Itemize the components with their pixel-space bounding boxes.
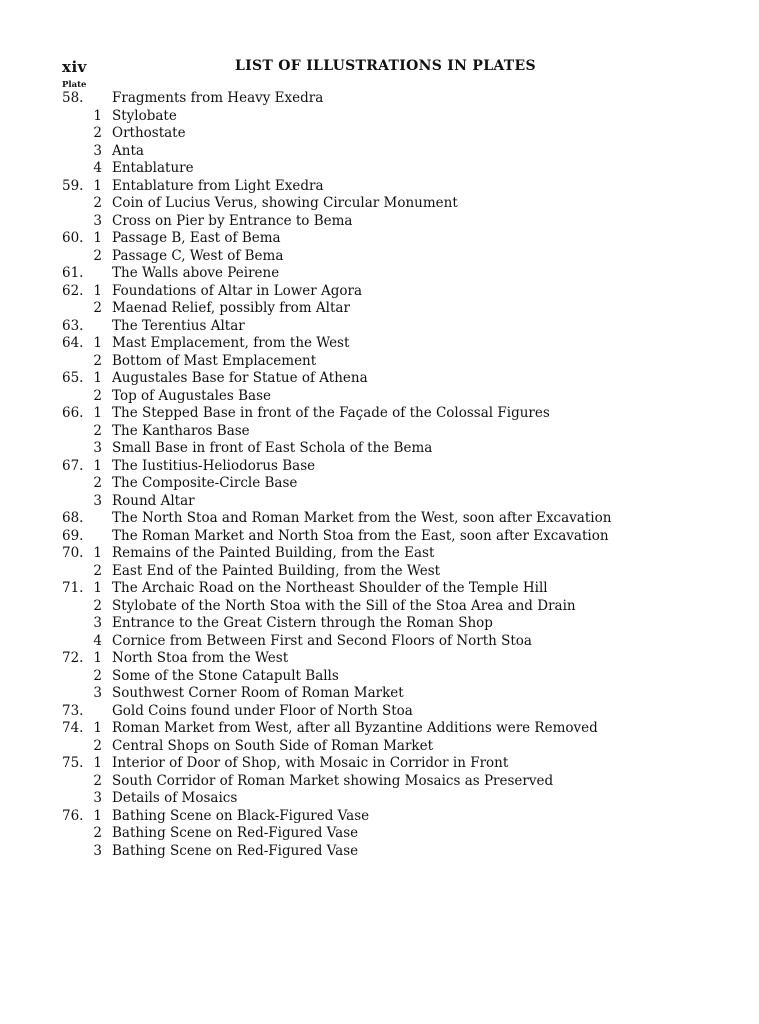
list-item [0,615,759,633]
illustration-caption: Interior of Door of Shop, with Mosaic in Corridor in Front [112,755,509,771]
figure-number: 2 [93,737,102,754]
plate-number: 70. [62,545,84,561]
illustration-caption: Cornice from Between First and Second Floors of North Stoa [112,632,532,649]
figure-number: 2 [93,125,102,141]
illustration-caption: Stylobate [112,107,177,124]
list-item [0,440,759,458]
list-item [0,545,759,563]
list-item [0,528,759,546]
figure-number: 1 [93,405,102,421]
list-item [0,563,759,581]
plate-number: 63. [62,317,84,334]
list-item [0,423,759,441]
figure-number: 1 [93,650,102,666]
illustration-caption: Mast Emplacement, from the West [112,335,350,351]
illustration-caption: Foundations of Altar in Lower Agora [112,282,363,299]
list-item [0,388,759,406]
illustration-caption: The Terentius Altar [112,317,245,334]
illustration-caption: Bathing Scene on Black-Figured Vase [112,807,370,824]
plate-number: 66. [62,405,84,421]
list-item [0,475,759,493]
plate-column-label: Plate [62,80,87,90]
illustration-caption: Cross on Pier by Entrance to Bema [112,212,353,229]
figure-number: 2 [93,825,102,841]
list-item [0,248,759,266]
illustration-caption: Gold Coins found under Floor of North Stoa [112,702,413,719]
list-item [0,300,759,318]
illustration-caption: Some of the Stone Catapult Balls [112,667,339,684]
illustration-caption: Passage C, West of Bema [112,247,284,264]
figure-number: 1 [93,335,102,351]
figure-number: 3 [93,790,102,806]
illustration-caption: The Archaic Road on the Northeast Shoulder of the Temple Hill [112,580,548,596]
figure-number: 2 [93,597,102,614]
list-item [0,265,759,283]
plate-number: 73. [62,702,84,719]
illustration-caption: Entablature from Light Exedra [112,177,324,194]
list-item [0,790,759,808]
plate-number: 67. [62,457,84,474]
figure-number: 4 [93,160,102,176]
plate-number: 69. [62,527,84,544]
list-item [0,633,759,651]
list-item [0,510,759,528]
illustration-caption: Maenad Relief, possibly from Altar [112,300,350,316]
page-title: LIST OF ILLUSTRATIONS IN PLATES [235,58,536,74]
illustration-caption: Bottom of Mast Emplacement [112,352,317,369]
figure-number: 2 [93,772,102,789]
figure-number: 3 [93,615,102,631]
illustration-caption: The Composite-Circle Base [112,475,298,491]
list-item [0,318,759,336]
list-item [0,580,759,598]
figure-number: 3 [93,842,102,859]
figure-number: 3 [93,142,102,159]
figure-number: 2 [93,667,102,684]
list-item [0,738,759,756]
figure-number: 1 [93,457,102,474]
figure-number: 1 [93,230,102,246]
illustration-caption: Fragments from Heavy Exedra [112,90,324,106]
figure-number: 2 [93,422,102,439]
illustration-caption: Top of Augustales Base [112,387,272,404]
figure-number: 1 [93,755,102,771]
list-item [0,720,759,738]
illustration-caption: The Stepped Base in front of the Façade of the Colossal Figures [112,405,550,421]
illustration-caption: Small Base in front of East Schola of the Bema [112,440,433,456]
figure-number: 2 [93,195,102,211]
list-item [0,825,759,843]
illustration-caption: Central Shops on South Side of Roman Market [112,737,434,754]
list-item [0,230,759,248]
list-item [0,283,759,301]
illustration-caption: South Corridor of Roman Market showing Mosaics as Preserved [112,772,554,789]
list-item [0,353,759,371]
list-item [0,668,759,686]
illustration-caption: Details of Mosaics [112,790,238,806]
figure-number: 2 [93,562,102,579]
illustration-list [0,90,759,860]
illustration-caption: Round Altar [112,492,195,509]
illustration-caption: Orthostate [112,125,186,141]
figure-number: 1 [93,580,102,596]
list-item [0,755,759,773]
figure-number: 3 [93,492,102,509]
figure-number: 4 [93,632,102,649]
list-item [0,108,759,126]
illustration-caption: Anta [112,142,144,159]
illustration-caption: Bathing Scene on Red-Figured Vase [112,842,359,859]
plate-number: 59. [62,177,84,194]
list-item [0,773,759,791]
illustration-caption: Passage B, East of Bema [112,230,281,246]
illustration-caption: Bathing Scene on Red-Figured Vase [112,825,359,841]
list-item [0,843,759,861]
list-item [0,598,759,616]
illustration-caption: Remains of the Painted Building, from the East [112,545,435,561]
list-item [0,808,759,826]
figure-number: 3 [93,685,102,701]
illustration-caption: The Walls above Peirene [112,265,280,281]
list-item [0,195,759,213]
plate-number: 72. [62,650,84,666]
list-item [0,335,759,353]
illustration-caption: Southwest Corner Room of Roman Market [112,685,404,701]
plate-number: 76. [62,807,84,824]
figure-number: 1 [93,177,102,194]
list-item [0,703,759,721]
list-item [0,685,759,703]
plate-number: 61. [62,265,84,281]
page-number: xiv [62,58,87,76]
illustration-caption: The North Stoa and Roman Market from the West, soon after Excavation [112,510,612,526]
illustration-caption: Stylobate of the North Stoa with the Sill of the Stoa Area and Drain [112,597,576,614]
list-item [0,90,759,108]
list-item [0,143,759,161]
illustration-caption: North Stoa from the West [112,650,289,666]
figure-number: 3 [93,440,102,456]
figure-number: 2 [93,247,102,264]
figure-number: 3 [93,212,102,229]
plate-number: 58. [62,90,84,106]
illustration-caption: The Iustitius-Heliodorus Base [112,457,316,474]
list-item [0,370,759,388]
figure-number: 1 [93,370,102,386]
figure-number: 1 [93,545,102,561]
list-item [0,178,759,196]
illustration-caption: The Kantharos Base [112,422,250,439]
plate-number: 74. [62,720,84,736]
plate-number: 71. [62,580,84,596]
list-item [0,650,759,668]
illustration-caption: Roman Market from West, after all Byzantine Additions were Removed [112,720,598,736]
illustration-caption: Entablature [112,160,194,176]
figure-number: 2 [93,387,102,404]
illustration-caption: East End of the Painted Building, from the West [112,562,441,579]
list-item [0,493,759,511]
list-item [0,405,759,423]
plate-number: 75. [62,755,84,771]
illustration-caption: Coin of Lucius Verus, showing Circular Monument [112,195,458,211]
plate-number: 64. [62,335,84,351]
figure-number: 2 [93,300,102,316]
figure-number: 1 [93,807,102,824]
plate-number: 68. [62,510,84,526]
list-item [0,213,759,231]
illustration-caption: Augustales Base for Statue of Athena [112,370,368,386]
figure-number: 2 [93,475,102,491]
plate-number: 62. [62,282,84,299]
list-item [0,125,759,143]
plate-number: 65. [62,370,84,386]
figure-number: 2 [93,352,102,369]
figure-number: 1 [93,282,102,299]
illustration-caption: The Roman Market and North Stoa from the East, soon after Excavation [112,527,609,544]
illustration-caption: Entrance to the Great Cistern through the Roman Shop [112,615,493,631]
list-item [0,458,759,476]
plate-number: 60. [62,230,84,246]
figure-number: 1 [93,720,102,736]
figure-number: 1 [93,107,102,124]
list-item [0,160,759,178]
